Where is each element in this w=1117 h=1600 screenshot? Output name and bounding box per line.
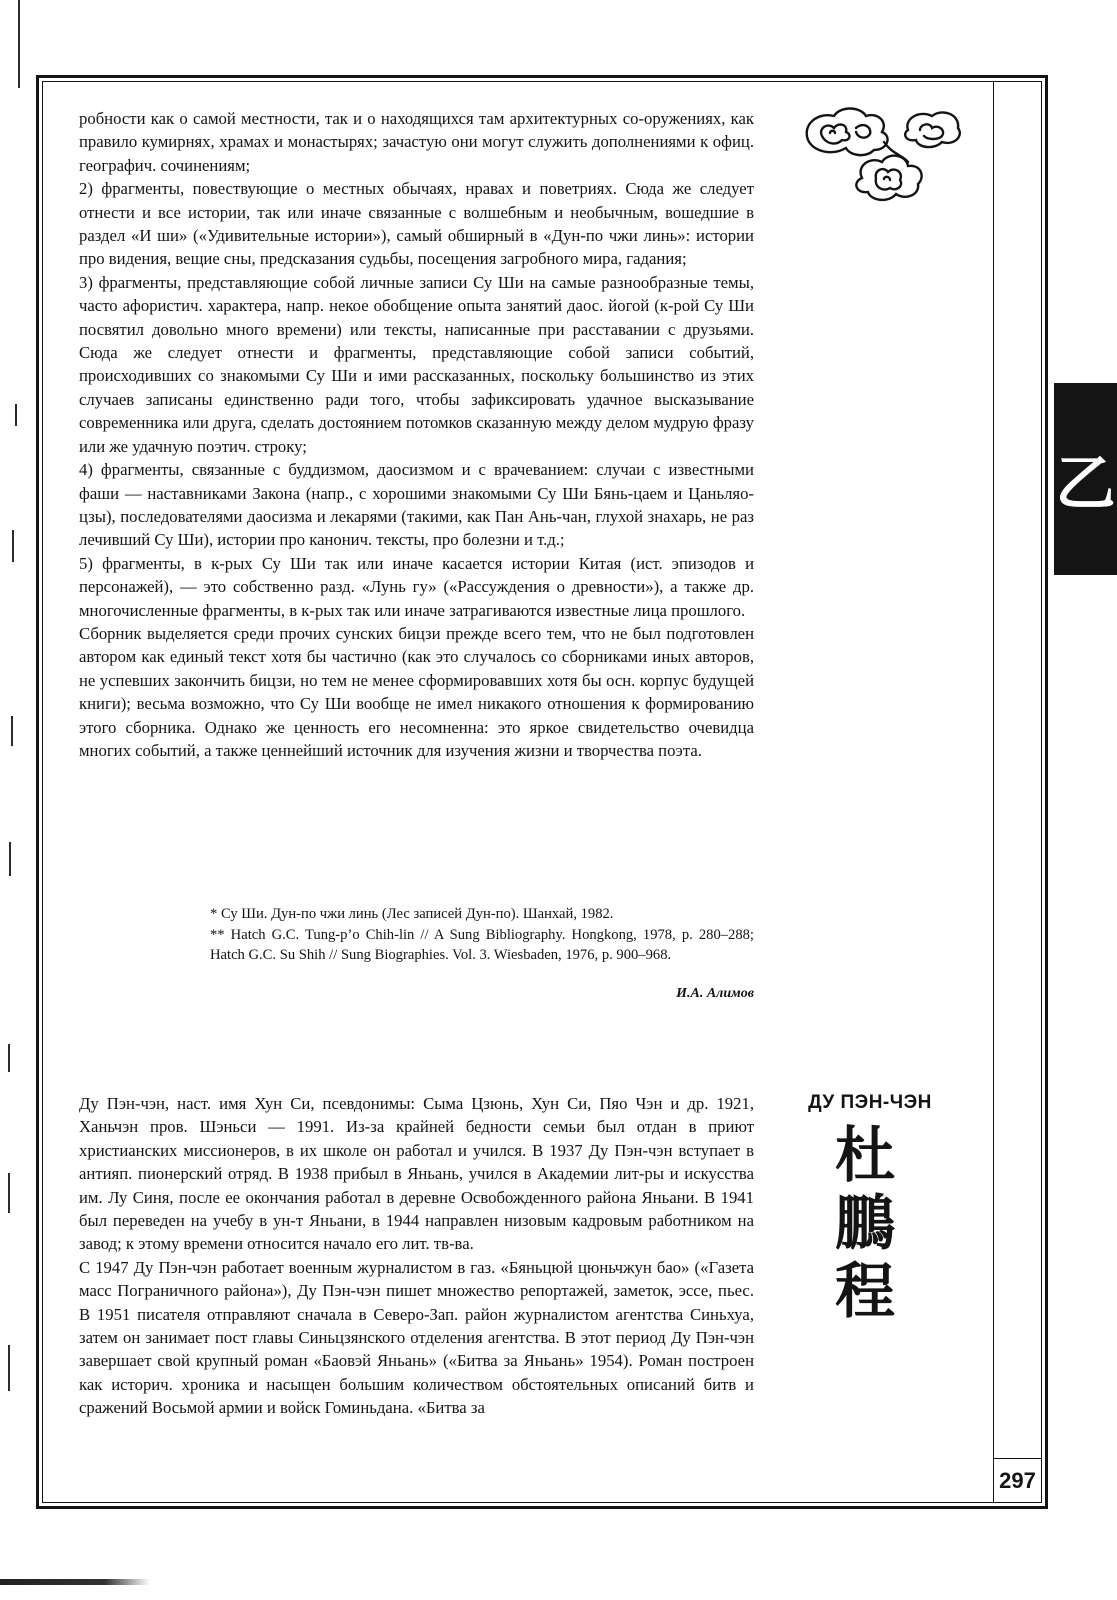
scan-mark [12,530,14,562]
paragraph: Сборник выделяется среди прочих сунских бицзи прежде всего тем, что не был подготовлен автором как единый текст хотя бы частично (как это случалось со сборниками иных авторов, не успевших закончить бицзи, но тем не менее сформировавших хотя бы осн. корпус будущей книги); весьма возможно, что Су Ши вообще не имел никакого отношения к формированию этого сборника. Однако же ценность его несомненна: это яркое свидетельство очевидца многих событий, а также ценнейший источник для изучения жизни и творчества поэта. [79,623,754,760]
page-number: 297 [993,1458,1042,1503]
entry-heading: ДУ ПЭН-ЧЭН [808,1092,932,1113]
paragraph: 3) фрагменты, представляющие собой личные записи Су Ши на самые разнообразные темы, часто афористич. характера, напр. некое обобщение опыта занятий даос. йогой (к-рой Су Ши посвятил довольно много времени) или тексты, написанные при расставании с друзьями. Сюда же следует отнести и фрагменты, представляющие собой записи событий, происходивших со знакомыми Су Ши и ими рассказанных, поскольку большинство из этих случаев записаны единственно ради того, чтобы зафиксировать удачное высказывание современника или друга, сделать достоянием потомков сказанную между делом мудрую фразу или же удачную поэтич. строку; [79,272,754,456]
bibliography [210,904,754,966]
paragraph: 5) фрагменты, в к-рых Су Ши так или иначе касается истории Китая (ист. эпизодов и персонажей), — это собственно разд. «Лунь гу» («Рассуждения о древности»), а также др. многочисленные фрагменты, в к-рых так или иначе затрагиваются известные лица прошлого. [79,553,754,620]
paragraph: Ду Пэн-чэн, наст. имя Хун Си, псевдонимы: Сыма Цзюнь, Хун Си, Пяо Чэн и др. 1921, Ханьчэн пров. Шэньси — 1991. Из-за крайней бедности семьи был отдан в приют христианских миссионеров, в их школе он работал и учился. В 1937 Ду Пэн-чэн вступает в антияп. пионерский отряд. В 1938 прибыл в Яньань, учился в Академии лит-ры и искусства им. Лу Синя, после ее окончания работал в деревне Освобожденного района Яньани. В 1941 был переведен на учебу в ун-т Яньани, в 1944 направлен низовым кадровым работником на завод; к этому времени относится начало его лит. тв-ва. [79,1094,754,1254]
hanzi-character: 程 [835,1257,895,1327]
margin-rule [993,81,994,1503]
entry-body [79,1092,754,1420]
paragraph: С 1947 Ду Пэн-чэн работает военным журналистом в газ. «Бяньцюй цюньчжун бао» («Газета масс Пограничного района»), Ду Пэн-чэн пишет множество репортажей, заметок, эссе, пьес. В 1951 писателя отправляют сначала в Северо-Зап. район журналистом агентства Синьхуа, затем он занимает пост главы Синьцзянского отделения агентства. В этот период Ду Пэн-чэн завершает свой крупный роман «Баовэй Яньань» («Битва за Яньань» 1954). Роман построен как историч. хроника и насыщен большим количеством обстоятельных описаний битв и сражений Восьмой армии и войск Гоминьдана. «Битва за [79,1257,754,1418]
scan-smudge [0,1579,150,1585]
paragraph: 4) фрагменты, связанные с буддизмом, даосизмом и с врачеванием: случаи с известными фаши — наставниками Закона (напр., с хорошими знакомыми Су Ши Бянь-цаем и Цаньляо-цзы), последователями даосизма и лекарями (такими, как Пан Ань-чан, глухой знахарь, не раз лечивший Су Ши), истории про канонич. тексты, про болезни и т.д.; [79,460,754,550]
author-signature: И.А. Алимов [676,986,754,1001]
section-tab: 乙 [1054,383,1117,575]
scan-mark [11,716,13,746]
footnote: * Су Ши. Дун-по чжи линь (Лес записей Дун-по). Шанхай, 1982. [210,906,614,922]
paragraph: робности как о самой местности, так и о находящихся там архитектурных со-оружениях, как правило кумирнях, храмах и монастырях; зачастую они могут служить дополнениями к офиц. географич. сочинениям; [79,109,754,175]
scan-mark [8,1345,10,1391]
scan-mark [8,1173,10,1213]
scan-mark [18,0,20,88]
hanzi-character: 杜 [835,1121,895,1191]
scan-mark [9,842,11,876]
scan-mark [8,1044,10,1072]
scan-mark [15,404,17,426]
footnote: ** Hatch G.C. Tung-p’o Chih-lin // A Sung Bibliography. Hongkong, 1978, p. 280–288; Hatch G.C. Su Shih // Sung Biographies. Vol. 3. Wiesbaden, 1976, p. 900–968. [210,926,754,963]
hanzi-character: 鵬 [835,1189,895,1259]
article-continuation [79,107,754,762]
cloud-ornament-icon [800,100,965,210]
paragraph: 2) фрагменты, повествующие о местных обычаях, нравах и поветриях. Сюда же следует отнести и все истории, так или иначе связанные с волшебным и необычным, вошедшие в раздел «И ши» («Удивительные истории»), самый обширный в «Дун-по чжи линь»: истории про видения, вещие сны, предсказания судьбы, посещения загробного мира, гадания; [79,179,754,269]
